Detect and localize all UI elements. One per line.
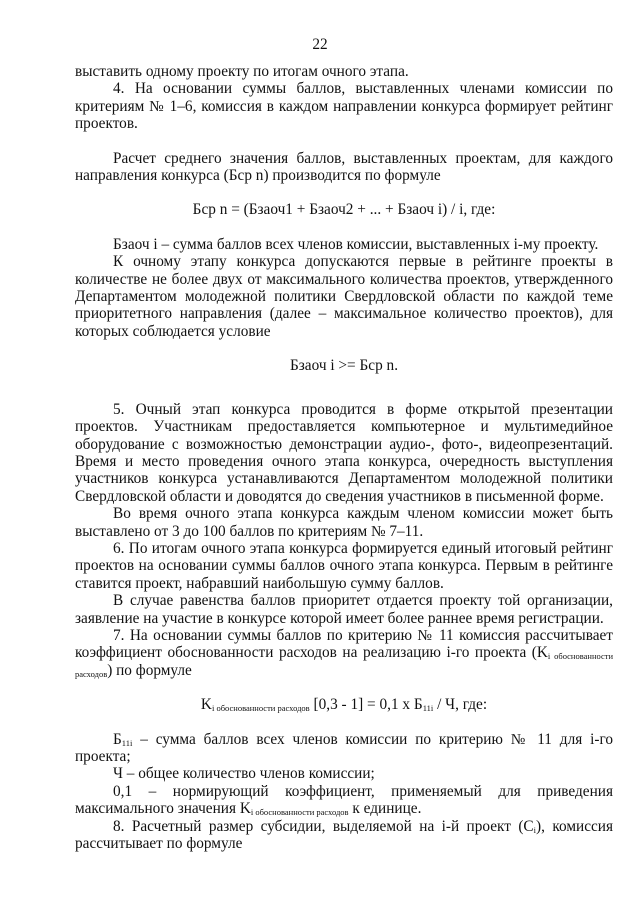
formula-cost-coefficient: $K_{i обоснованности расходов}$ [0,3 - 1] = 0,1 x $Б_{11i}$ / Ч, где: <box>200 696 488 714</box>
document-body <box>75 63 613 852</box>
paragraph-tie-break: В случае равенства баллов приоритет отдается проекту той организации, заявление на участие в конкурсе которой имеет более раннее время регистрации. <box>75 592 613 627</box>
paragraph-item-6: 6. По итогам очного этапа конкурса формируется единый итоговый рейтинг проектов на основании суммы баллов очного этапа конкурса. Первым в рейтинге ставится проект, набравший наибольшую сумму баллов. <box>75 539 613 592</box>
paragraph-scoring-range: Во время очного этапа конкурса каждым членом комиссии может быть выставлено от 3 до 100 баллов по критериям № 7–11. <box>75 505 613 540</box>
paragraph-continuation: выставить одному проекту по итогам очного этапа. <box>75 63 409 80</box>
page-number: 22 <box>312 36 328 53</box>
paragraph-normalizing-coefficient: 0,1 – нормирующий коэффициент, применяемый для приведения максимального значения $K_{i обоснованности расходов}$ к единице. <box>75 782 613 818</box>
paragraph-admission-rule: К очному этапу конкурса допускаются первые в рейтинге проекты в количестве не более двух от максимального количества проектов, утвержденного Департаментом молодежной политики Свердловской области по каждой теме приоритетного направления (далее – максимальное количество проектов), для которых соблюдается условие <box>75 253 613 340</box>
formula-average-score: Бср n = (Бзаоч1 + Бзаоч2 + ... + Бзаоч i) / i, где: <box>192 201 496 219</box>
paragraph-item-7: 7. На основании суммы баллов по критерию № 11 комиссия рассчитывает коэффициент обоснованности расходов на реализацию i-го проекта $(K_{i обоснованности расходов})$ по формуле <box>75 626 613 679</box>
paragraph-definition-bzaoch: Бзаоч i – сумма баллов всех членов комиссии, выставленных i-му проекту. <box>113 235 599 253</box>
paragraph-average-calc: Расчет среднего значения баллов, выставленных проектам, для каждого направления конкурса (Бср n) производится по формуле <box>75 149 613 185</box>
formula-condition: Бзаоч i >= Бср n. <box>289 357 399 375</box>
paragraph-definition-b11i: $Б_{11i}$ – сумма баллов всех членов комиссии по критерию № 11 для i-го проекта; <box>75 730 613 765</box>
paragraph-definition-ch: Ч – общее количество членов комиссии; <box>113 765 375 783</box>
paragraph-item-4: 4. На основании суммы баллов, выставленных членами комиссии по критериям № 1–6, комиссия в каждом направлении конкурса формирует рейтинг проектов. <box>75 80 613 133</box>
paragraph-item-5: 5. Очный этап конкурса проводится в форме открытой презентации проектов. Участникам предоставляется компьютерное и мультимедийное оборудование с возможностью демонстрации аудио-, фото-, видеопрезентаций. Время и место проведения очного этапа конкурса, очередность выступления участников конкурса устанавливаются Департаментом молодежной политики Свердловской области и доводятся до сведения участников в письменной форме. <box>75 400 613 505</box>
paragraph-item-8: 8. Расчетный размер субсидии, выделяемой на i-й проект $(C_i)$, комиссия рассчитывает по формуле <box>75 817 614 853</box>
